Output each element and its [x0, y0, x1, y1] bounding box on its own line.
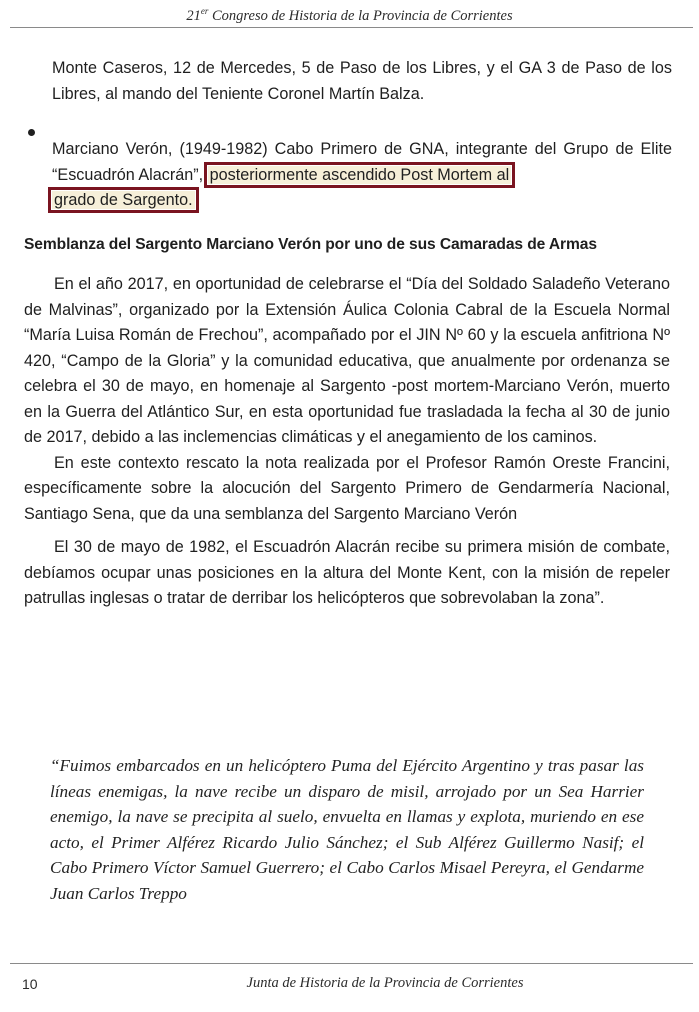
- page-number: 10: [22, 976, 38, 992]
- highlight-box-1: posteriormente ascendido Post Mortem al: [209, 165, 510, 184]
- paragraph-3: El 30 de mayo de 1982, el Escuadrón Alacrán recibe su primera misión de combate, debíamos ocupar unas posiciones en la altura del Monte Kent, con la misión de repeler patrullas inglesas o tratar de derribar los helicópteros que sobrevolaban la zona”.: [24, 538, 670, 607]
- header-ordinal-suffix: er: [200, 6, 209, 16]
- header-title: Congreso de Historia de la Provincia de Corrientes: [208, 7, 513, 24]
- block-quote: “Fuimos embarcados en un helicóptero Puma del Ejército Argentino y tras pasar las líneas enemigas, la nave recibe un disparo de misil, arrojado por un Sea Harrier enemigo, la nave se precipita al suelo, envuelta en llamas y explota, muriendo en ese acto, el Primer Alférez Ricardo Julio Sánchez; el Sub Alférez Guillermo Nasif; el Cabo Primero Víctor Samuel Guerrero; el Cabo Carlos Misael Pereyra, el Gendarme Juan Carlos Treppo: [50, 756, 644, 903]
- footer-divider: [10, 963, 693, 964]
- bullet-text: [52, 137, 672, 214]
- section-title: Semblanza del Sargento Marciano Verón por uno de sus Camaradas de Armas: [24, 236, 597, 253]
- highlight-box-2: grado de Sargento.: [54, 191, 193, 210]
- running-footer: Junta de Historia de la Provincia de Corrientes: [246, 975, 524, 991]
- running-header: [0, 6, 699, 25]
- paragraph-2: En este contexto rescato la nota realizada por el Profesor Ramón Oreste Francini, específicamente sobre la alocución del Sargento Primero de Gendarmería Nacional, Santiago Sena, que da una semblanza del Sargento Marciano Verón: [24, 453, 670, 523]
- continuation-paragraph: Monte Caseros, 12 de Mercedes, 5 de Paso de los Libres, y el GA 3 de Paso de los Libres, al mando del Teniente Coronel Martín Balza.: [52, 59, 672, 103]
- body-block: [24, 272, 670, 612]
- bullet-text-lead: Marciano Verón, (1949-1982) Cabo Primero de GNA, integrante del Grupo de Elite “Escuadrón Alacrán”,: [52, 140, 672, 184]
- header-divider: [10, 27, 693, 28]
- paragraph-1: En el año 2017, en oportunidad de celebrarse el “Día del Soldado Saladeño Veterano de Malvinas”, organizado por la Extensión Áulica Colonia Cabral de la Escuela Normal “María Luisa Román de Frechou”, acompañado por el JIN Nº 60 y la escuela anfitriona Nº 420, “Campo de la Gloria” y la comunidad educativa, que anualmente por ordenanza se celebra el 30 de mayo, en homenaje al Sargento -post mortem-Marciano Verón, muerto en la Guerra del Atlántico Sur, en esta oportunidad fue trasladada la fecha al 30 de junio de 2017, debido a las inclemencias climáticas y el anegamiento de los caminos.: [24, 275, 670, 446]
- header-ordinal: 21: [186, 7, 201, 24]
- bullet-icon: [28, 129, 35, 136]
